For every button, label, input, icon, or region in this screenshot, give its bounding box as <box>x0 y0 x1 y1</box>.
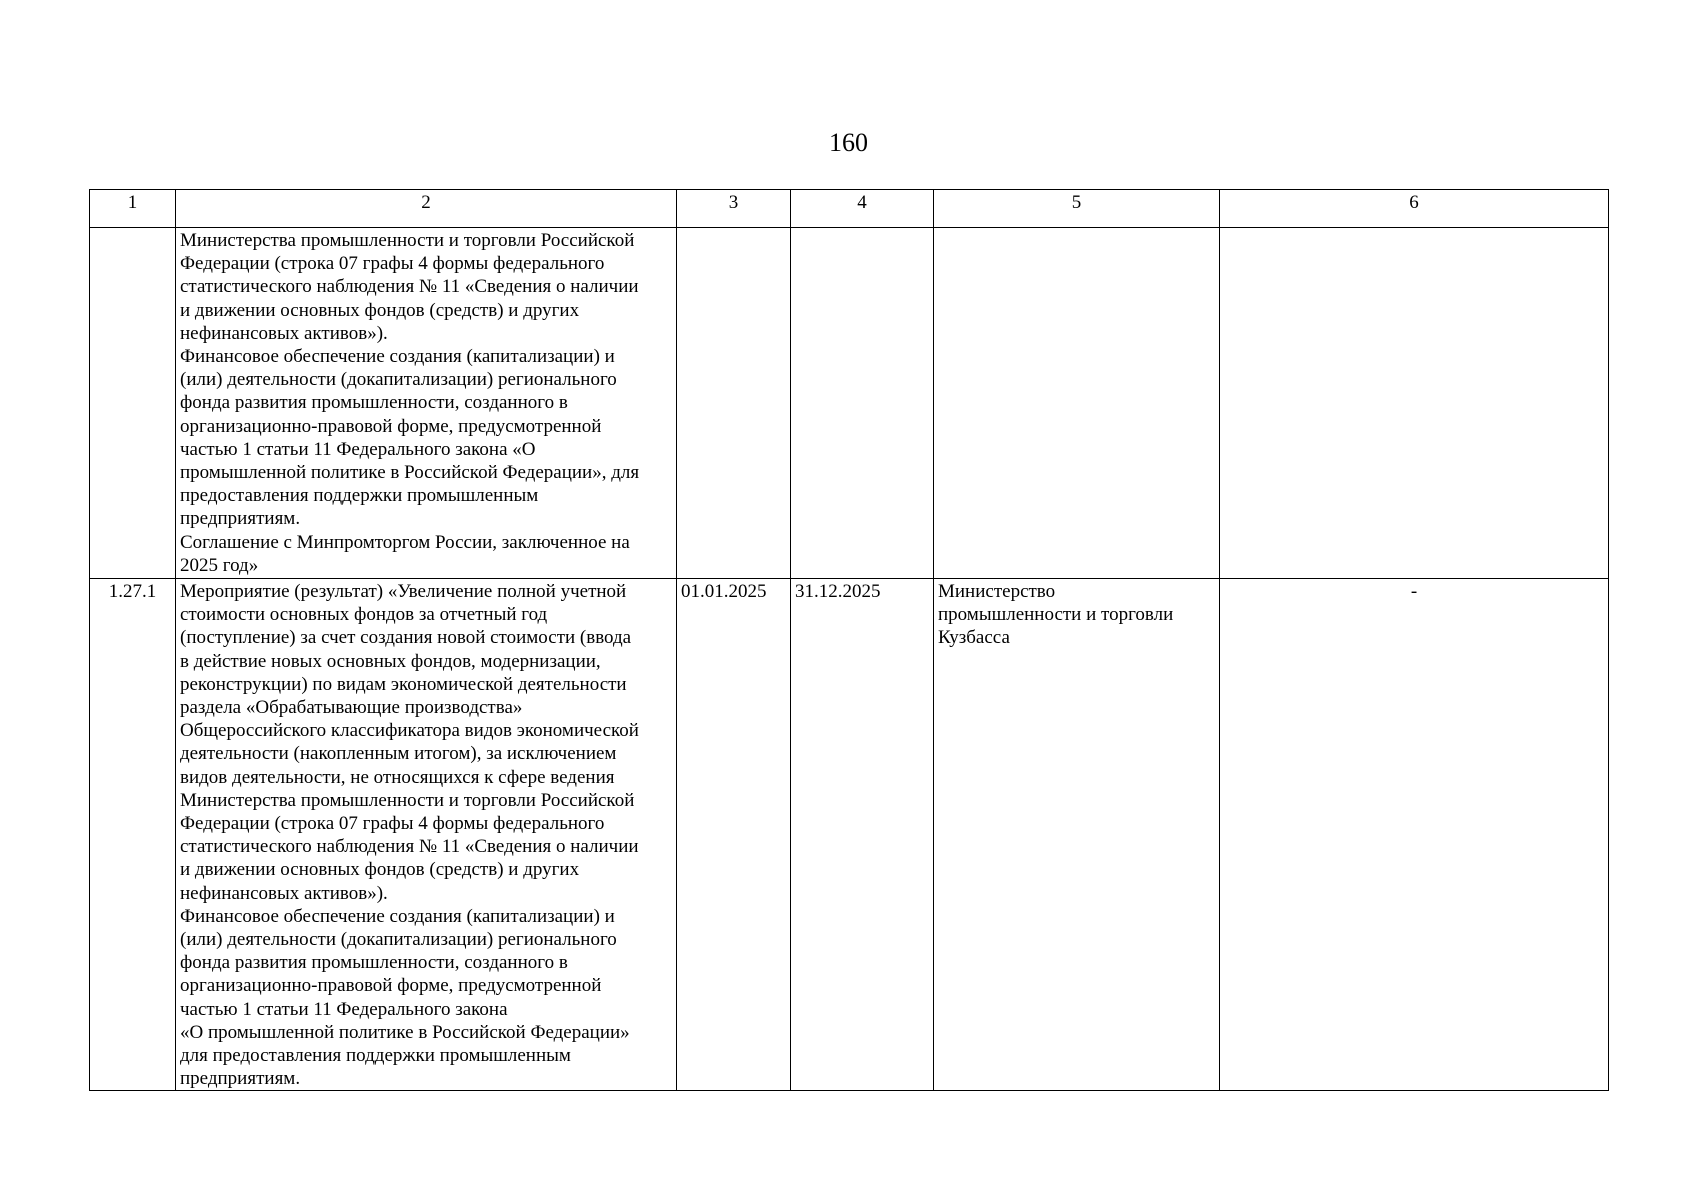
description-cell: Мероприятие (результат) «Увеличение полной учетной стоимости основных фондов за отчетный год (поступление) за счет создания новой стоимости (ввода в действие новых основных фондов, модернизации, реконструкции) по видам экономической деятельности раздела «Обрабатывающие производства» Общероссийского классификатора видов экономической деятельности (накопленным итогом), за исключением видов деятельности, не относящихся к сфере ведения Министерства промышленности и торговли Российской Федерации (строка 07 графы 4 формы федерального статистического наблюдения № 11 «Сведения о наличии и движении основных фондов (средств) и других нефинансовых активов»). Финансовое обеспечение создания (капитализации) и (или) деятельности (докапитализации) регионального фонда развития промышленности, созданного в организационно-правовой форме, предусмотренной частью 1 статьи 11 Федерального закона «О промышленной политике в Российской Федерации» для предоставления поддержки промышленным предприятиям. <box>176 579 677 1091</box>
table-header-row <box>90 190 1609 228</box>
column-header-6: 6 <box>1220 190 1609 228</box>
column-header-4: 4 <box>791 190 934 228</box>
column-header-1: 1 <box>90 190 176 228</box>
end-date-cell <box>791 228 934 579</box>
table-row <box>90 579 1609 1091</box>
activities-table <box>89 189 1609 1091</box>
start-date-cell: 01.01.2025 <box>677 579 791 1091</box>
end-date-cell: 31.12.2025 <box>791 579 934 1091</box>
column-header-3: 3 <box>677 190 791 228</box>
column-header-2: 2 <box>176 190 677 228</box>
start-date-cell <box>677 228 791 579</box>
row-number-cell <box>90 228 176 579</box>
note-cell: - <box>1220 579 1609 1091</box>
note-cell <box>1220 228 1609 579</box>
table-row <box>90 228 1609 579</box>
page-number: 160 <box>829 128 868 157</box>
responsible-cell <box>934 228 1220 579</box>
column-header-5: 5 <box>934 190 1220 228</box>
row-number-cell: 1.27.1 <box>90 579 176 1091</box>
description-cell: Министерства промышленности и торговли Российской Федерации (строка 07 графы 4 формы федерального статистического наблюдения № 11 «Сведения о наличии и движении основных фондов (средств) и других нефинансовых активов»). Финансовое обеспечение создания (капитализации) и (или) деятельности (докапитализации) регионального фонда развития промышленности, созданного в организационно-правовой форме, предусмотренной частью 1 статьи 11 Федерального закона «О промышленной политике в Российской Федерации», для предоставления поддержки промышленным предприятиям. Соглашение с Минпромторгом России, заключенное на 2025 год» <box>176 228 677 579</box>
responsible-cell: Министерство промышленности и торговли Кузбасса <box>934 579 1220 1091</box>
